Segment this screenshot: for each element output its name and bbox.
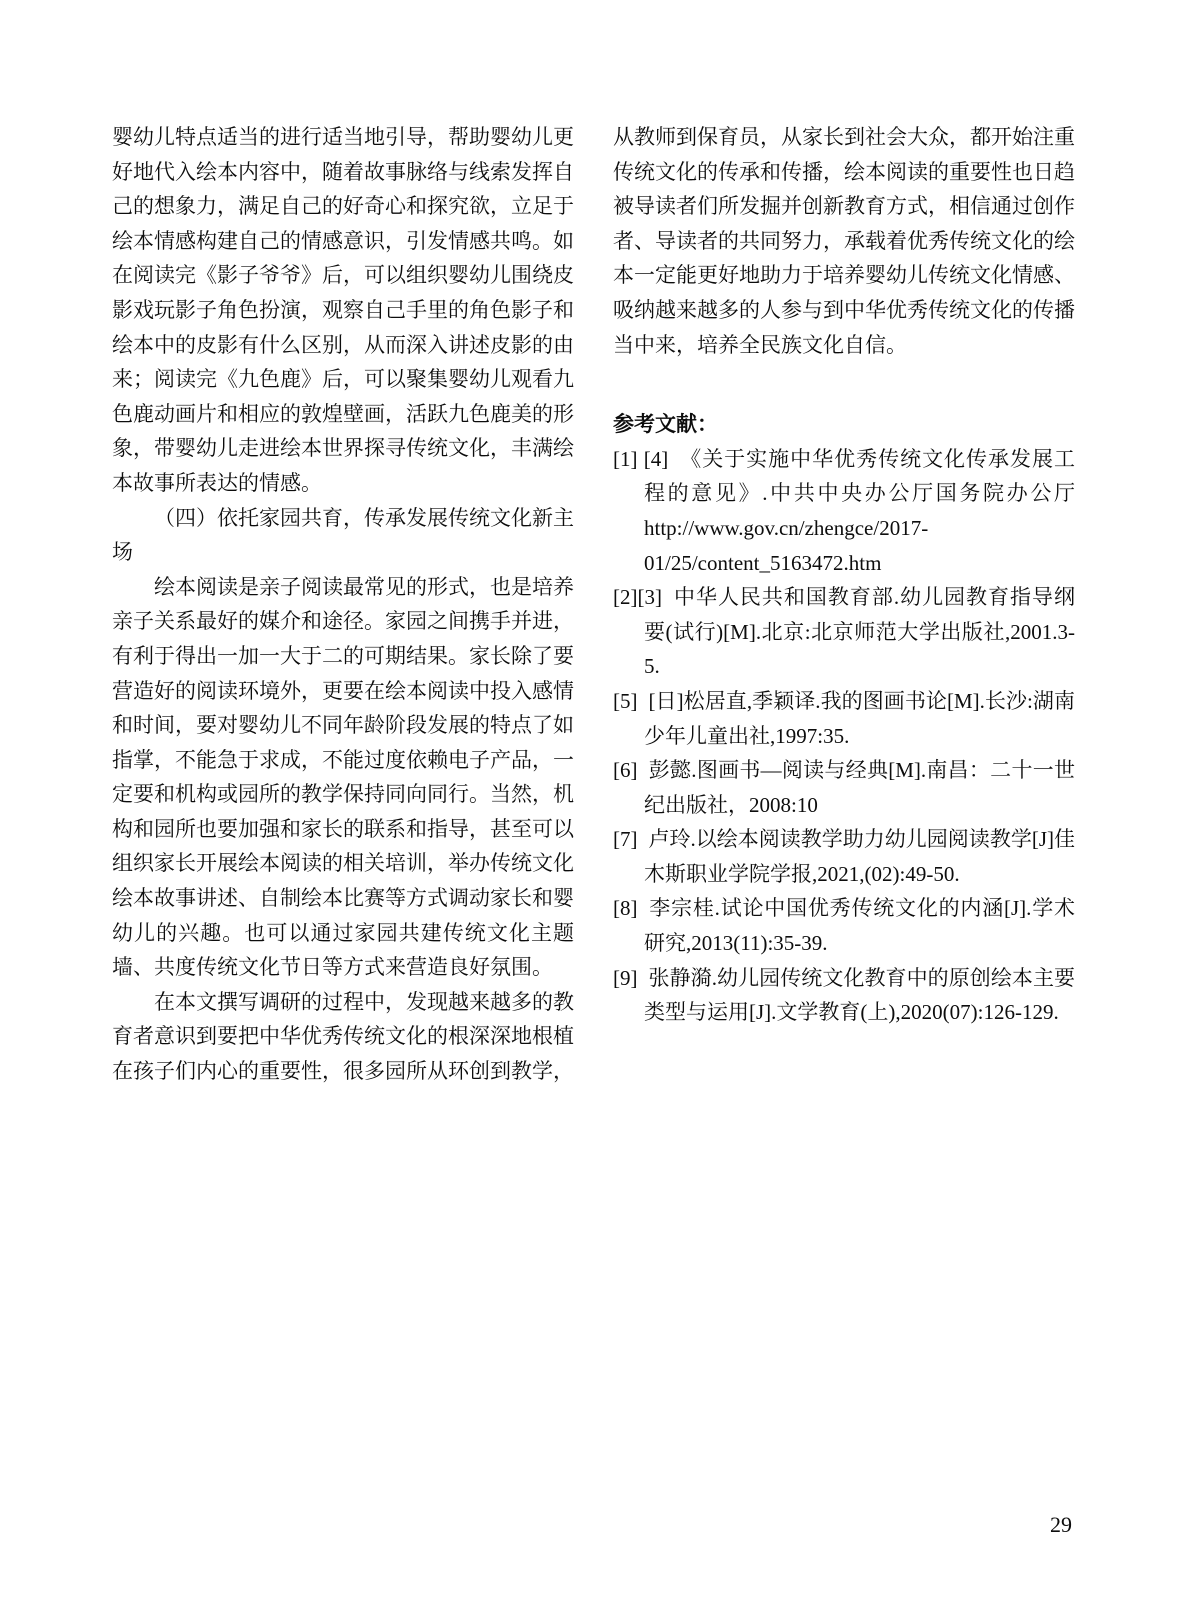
reference-label: [8]	[613, 896, 638, 921]
reference-item	[613, 822, 1075, 891]
reference-item	[613, 753, 1075, 822]
reference-label: [1] [4]	[613, 446, 669, 471]
reference-item	[613, 684, 1075, 753]
left-column	[112, 120, 574, 1089]
paragraph: 在本文撰写调研的过程中，发现越来越多的教育者意识到要把中华优秀传统文化的根深深地根植在孩子们内心的重要性，很多园所从环创到教学，	[112, 989, 574, 1084]
reference-text: 《关于实施中华优秀传统文化传承发展工程的意见》.中共中央办公厅国务院办公厅 http://www.gov.cn/zhengce/2017-01/25/content_5163472.htm	[644, 446, 1075, 575]
paragraph: 绘本阅读是亲子阅读最常见的形式，也是培养亲子关系最好的媒介和途径。家园之间携手并进，有利于得出一加一大于二的可期结果。家长除了要营造好的阅读环境外，更要在绘本阅读中投入感情和时间，要对婴幼儿不同年龄阶段发展的特点了如指掌，不能急于求成，不能过度依赖电子产品，一定要和机构或园所的教学保持同向同行。当然，机构和园所也要加强和家长的联系和指导，甚至可以组织家长开展绘本阅读的相关培训，举办传统文化绘本故事讲述、自制绘本比赛等方式调动家长和婴幼儿的兴趣。也可以通过家园共建传统文化主题墙、共度传统文化节日等方式来营造良好氛围。	[112, 574, 574, 980]
page-number: 29	[1050, 1512, 1072, 1537]
reference-text: 李宗桂.试论中国优秀传统文化的内涵[J].学术研究,2013(11):35-39.	[644, 896, 1075, 956]
reference-item	[613, 891, 1075, 960]
reference-text: 彭懿.图画书—阅读与经典[M].南昌：二十一世纪出版社，2008:10	[644, 758, 1075, 817]
reference-item	[613, 580, 1075, 684]
reference-label: [9]	[613, 965, 638, 990]
reference-label: [6]	[613, 758, 638, 783]
reference-item	[613, 961, 1075, 1030]
paragraph-continuation: 婴幼儿特点适当的进行适当地引导，帮助婴幼儿更好地代入绘本内容中，随着故事脉络与线索发挥自己的想象力，满足自己的好奇心和探究欲，立足于绘本情感构建自己的情感意识，引发情感共鸣。如在阅读完《影子爷爷》后，可以组织婴幼儿围绕皮影戏玩影子角色扮演，观察自己手里的角色影子和绘本中的皮影有什么区别，从而深入讲述皮影的由来；阅读完《九色鹿》后，可以聚集婴幼儿观看九色鹿动画片和相应的敦煌壁画，活跃九色鹿美的形象，带婴幼儿走进绘本世界探寻传统文化，丰满绘本故事所表达的情感。	[112, 125, 574, 495]
references-heading: 参考文献：	[613, 412, 718, 437]
section-heading: （四）依托家园共育，传承发展传统文化新主场	[112, 505, 574, 565]
reference-item	[613, 442, 1075, 580]
paragraph-continuation: 从教师到保育员，从家长到社会大众，都开始注重传统文化的传承和传播，绘本阅读的重要性也日趋被导读者们所发掘并创新教育方式，相信通过创作者、导读者的共同努力，承载着优秀传统文化的绘本一定能更好地助力于培养婴幼儿传统文化情感、吸纳越来越多的人参与到中华优秀传统文化的传播当中来，培养全民族文化自信。	[613, 125, 1075, 357]
reference-text: 卢玲.以绘本阅读教学助力幼儿园阅读教学[J]佳木斯职业学院学报,2021,(02):49-50.	[644, 827, 1075, 886]
right-column	[613, 120, 1075, 1030]
reference-text: [日]松居直,季颖译.我的图画书论[M].长沙:湖南少年儿童出社,1997:35.	[644, 688, 1075, 748]
reference-text: 中华人民共和国教育部.幼儿园教育指导纲要(试行)[M].北京:北京师范大学出版社,2001.3-5.	[644, 585, 1075, 679]
reference-text: 张静漪.幼儿园传统文化教育中的原创绘本主要类型与运用[J].文学教育(上),2020(07):126-129.	[644, 965, 1075, 1025]
reference-label: [5]	[613, 688, 638, 713]
reference-label: [2][3]	[613, 585, 662, 610]
reference-label: [7]	[613, 827, 638, 852]
